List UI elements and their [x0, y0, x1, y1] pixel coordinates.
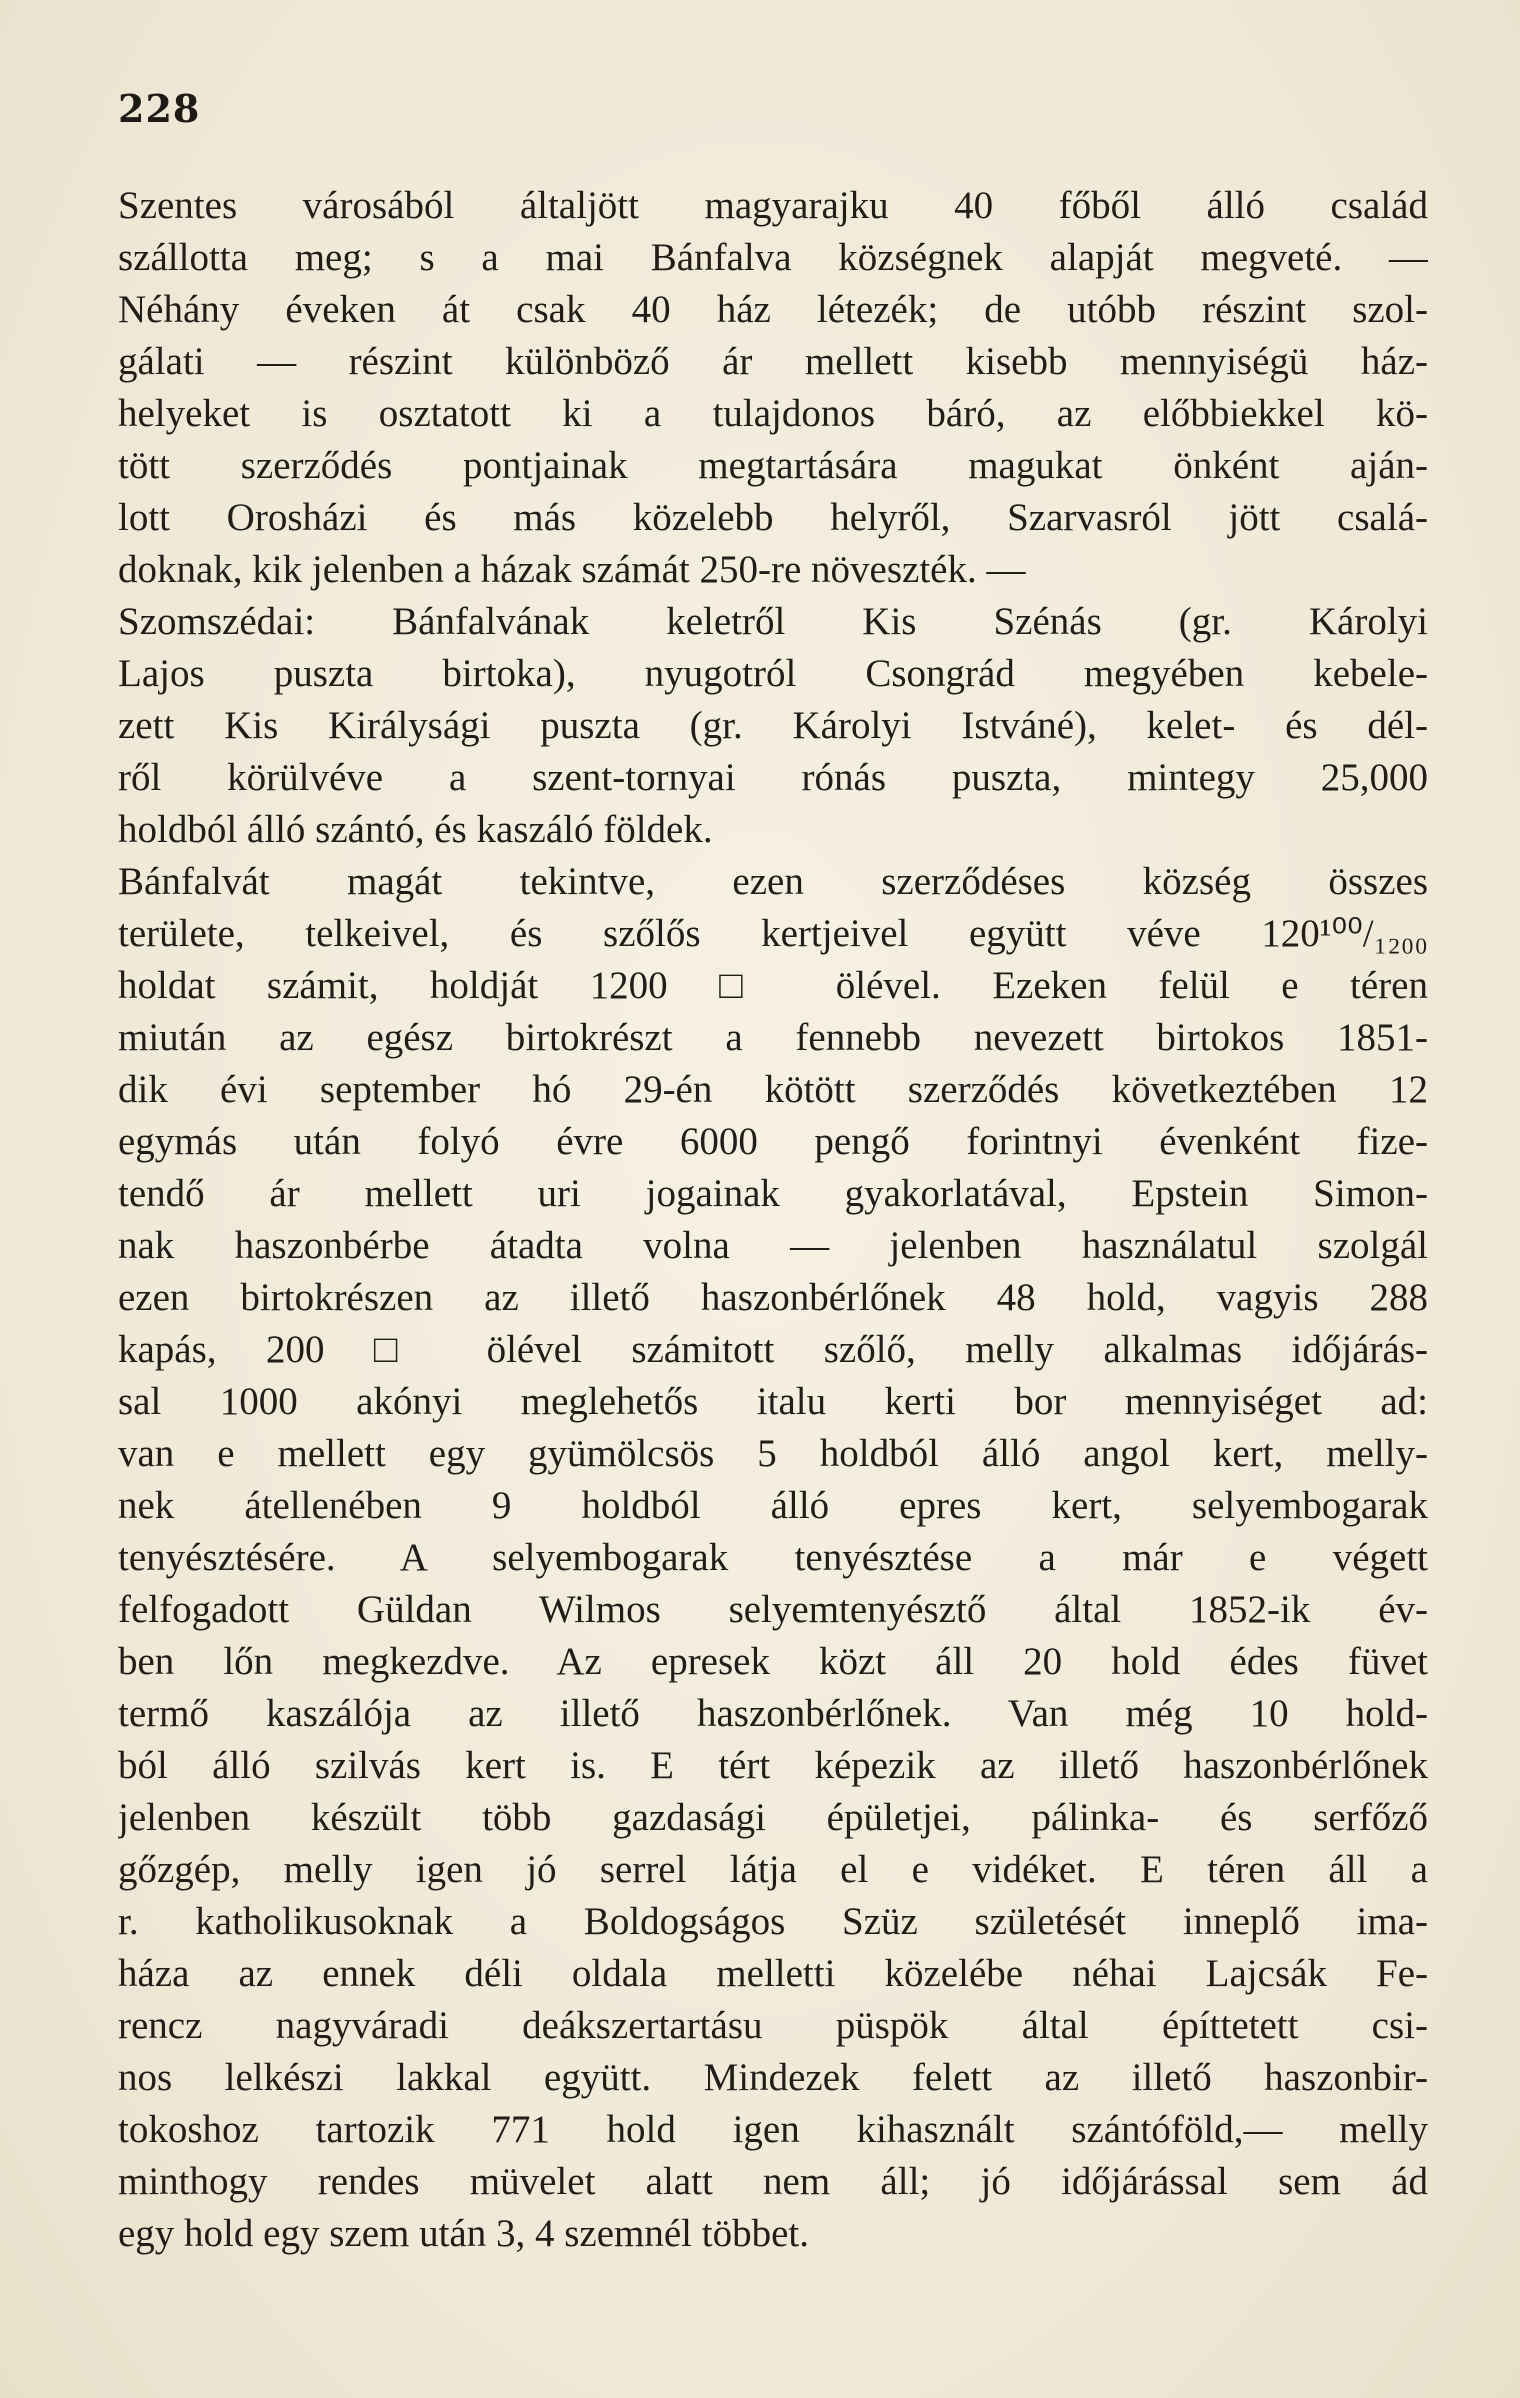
text-line: Bánfalvát magát tekintve, ezen szerződéses község összes: [118, 860, 1428, 903]
text-line: sal 1000 akónyi meglehetős italu kerti bor mennyiséget ad:: [118, 1380, 1428, 1423]
text-line: Szentes városából általjött magyarajku 40 főből álló család: [118, 184, 1428, 227]
text-line: nek átellenében 9 holdból álló epres kert, selyembogarak: [118, 1484, 1428, 1527]
text-line: jelenben készült több gazdasági épületjei, pálinka- és serfőző: [118, 1796, 1428, 1839]
text-line: dik évi september hó 29-én kötött szerződés következtében 12: [118, 1068, 1428, 1111]
text-line: gálati — részint különböző ár mellett kisebb mennyiségü ház-: [118, 340, 1428, 383]
text-line: Lajos puszta birtoka), nyugotról Csongrád megyében kebele-: [118, 652, 1428, 695]
text-line: holdból álló szántó, és kaszáló földek.: [118, 808, 713, 851]
text-line: egy hold egy szem után 3, 4 szemnél többet.: [118, 2212, 809, 2255]
text-line: r. katholikusoknak a Boldogságos Szüz születését inneplő ima-: [118, 1900, 1428, 1943]
text-line: kapás, 200 □ ölével számitott szőlő, melly alkalmas időjárás-: [118, 1328, 1428, 1371]
page-number: 228: [118, 86, 201, 131]
text-line: háza az ennek déli oldala melletti közelébe néhai Lajcsák Fe-: [118, 1952, 1428, 1995]
text-line: miután az egész birtokrészt a fennebb nevezett birtokos 1851-: [118, 1016, 1428, 1059]
text-line: tenyésztésére. A selyembogarak tenyésztése a már e végett: [118, 1536, 1428, 1579]
text-line: doknak, kik jelenben a házak számát 250-re növeszték. —: [118, 548, 1026, 591]
text-line: van e mellett egy gyümölcsös 5 holdból álló angol kert, melly-: [118, 1432, 1428, 1475]
text-line: ről körülvéve a szent-tornyai rónás puszta, mintegy 25,000: [118, 756, 1428, 799]
text-line: rencz nagyváradi deákszertartásu püspök által építtetett csi-: [118, 2004, 1428, 2047]
body-text: [118, 180, 1428, 2260]
text-line: nos lelkészi lakkal együtt. Mindezek felett az illető haszonbir-: [118, 2056, 1428, 2099]
text-line: ezen birtokrészen az illető haszonbérlőnek 48 hold, vagyis 288: [118, 1276, 1428, 1319]
text-line: tokoshoz tartozik 771 hold igen kihasznált szántóföld,— melly: [118, 2108, 1428, 2151]
text-line: nak haszonbérbe átadta volna — jelenben használatul szolgál: [118, 1224, 1428, 1267]
text-line: ben lőn megkezdve. Az epresek közt áll 20 hold édes füvet: [118, 1640, 1428, 1683]
text-line: zett Kis Királysági puszta (gr. Károlyi Istváné), kelet- és dél-: [118, 704, 1428, 747]
text-line: ból álló szilvás kert is. E tért képezik az illető haszonbérlőnek: [118, 1744, 1428, 1787]
text-line: tendő ár mellett uri jogainak gyakorlatával, Epstein Simon-: [118, 1172, 1428, 1215]
text-line: tött szerződés pontjainak megtartására magukat önként aján-: [118, 444, 1428, 487]
text-line: minthogy rendes müvelet alatt nem áll; jó időjárással sem ád: [118, 2160, 1428, 2203]
text-line: gőzgép, melly igen jó serrel látja el e vidéket. E téren áll a: [118, 1848, 1428, 1891]
text-line: termő kaszálója az illető haszonbérlőnek. Van még 10 hold-: [118, 1692, 1428, 1735]
text-line: területe, telkeivel, és szőlős kertjeivel együtt véve 120¹⁰⁰/₁₂₀₀: [118, 912, 1428, 955]
text-line: Néhány éveken át csak 40 ház létezék; de utóbb részint szol-: [118, 288, 1428, 331]
text-line: szállotta meg; s a mai Bánfalva községnek alapját megveté. —: [118, 236, 1428, 279]
text-line: Szomszédai: Bánfalvának keletről Kis Szénás (gr. Károlyi: [118, 600, 1428, 643]
text-line: holdat számit, holdját 1200 □ ölével. Ezeken felül e téren: [118, 964, 1428, 1007]
text-line: lott Orosházi és más közelebb helyről, Szarvasról jött csalá-: [118, 496, 1428, 539]
text-line: helyeket is osztatott ki a tulajdonos báró, az előbbiekkel kö-: [118, 392, 1428, 435]
text-line: egymás után folyó évre 6000 pengő forintnyi évenként fize-: [118, 1120, 1428, 1163]
text-line: felfogadott Güldan Wilmos selyemtenyésztő által 1852-ik év-: [118, 1588, 1428, 1631]
